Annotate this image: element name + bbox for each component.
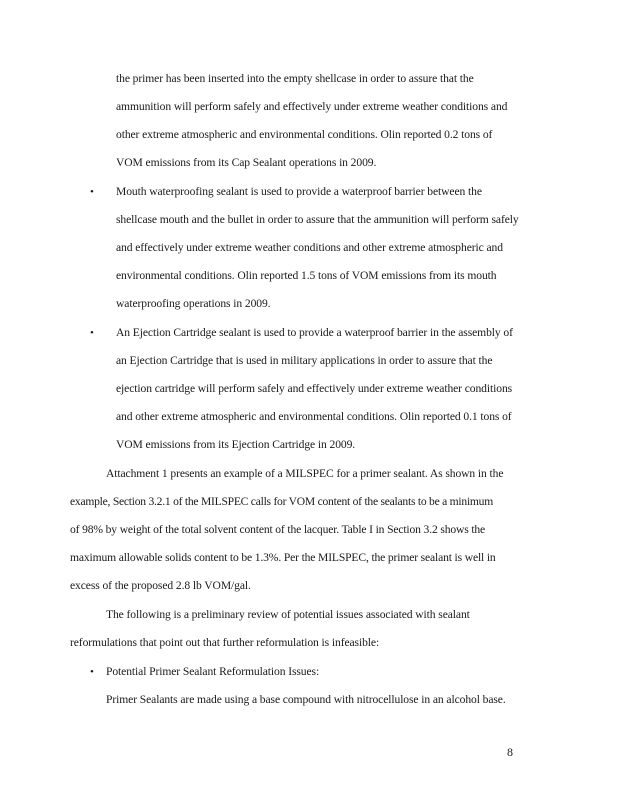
text-line: reformulations that point out that further reformulation is infeasible: bbox=[70, 636, 380, 649]
text-line: an Ejection Cartridge that is used in military applications in order to assure that the bbox=[116, 354, 493, 367]
text-line: excess of the proposed 2.8 lb VOM/gal. bbox=[70, 579, 251, 592]
text-line: and effectively under extreme weather conditions and other extreme atmospheric and bbox=[116, 241, 503, 254]
bullet-mouth-sealant: • bbox=[90, 186, 94, 198]
text-line: Potential Primer Sealant Reformulation Issues: bbox=[106, 665, 320, 678]
text-line: Attachment 1 presents an example of a MILSPEC for a primer sealant. As shown in the bbox=[106, 467, 504, 480]
text-line: VOM emissions from its Ejection Cartridge in 2009. bbox=[116, 438, 356, 451]
text-line: and other extreme atmospheric and environmental conditions. Olin reported 0.1 tons of bbox=[116, 410, 512, 423]
text-line: the primer has been inserted into the empty shellcase in order to assure that the bbox=[116, 72, 474, 85]
bullet-primer-issues: • bbox=[90, 666, 94, 678]
text-line: An Ejection Cartridge sealant is used to provide a waterproof barrier in the assembly of bbox=[116, 326, 513, 339]
bullet-ejection-sealant: • bbox=[90, 327, 94, 339]
text-line: maximum allowable solids content to be 1.3%. Per the MILSPEC, the primer sealant is well in bbox=[70, 551, 496, 564]
text-line: ammunition will perform safely and effectively under extreme weather conditions and bbox=[116, 100, 508, 113]
text-line: of 98% by weight of the total solvent content of the lacquer. Table I in Section 3.2 shows the bbox=[70, 523, 486, 536]
text-line: example, Section 3.2.1 of the MILSPEC calls for VOM content of the sealants to be a minimum bbox=[70, 495, 493, 508]
page-number: 8 bbox=[507, 745, 513, 759]
text-line: ejection cartridge will perform safely and effectively under extreme weather conditions bbox=[116, 382, 513, 395]
text-line: shellcase mouth and the bullet in order to assure that the ammunition will perform safely bbox=[116, 213, 519, 226]
text-line: Mouth waterproofing sealant is used to provide a waterproof barrier between the bbox=[116, 185, 482, 198]
text-line: environmental conditions. Olin reported 1.5 tons of VOM emissions from its mouth bbox=[116, 269, 497, 282]
text-line: VOM emissions from its Cap Sealant operations in 2009. bbox=[116, 156, 377, 169]
text-line: Primer Sealants are made using a base compound with nitrocellulose in an alcohol base. bbox=[106, 693, 506, 706]
text-line: other extreme atmospheric and environmental conditions. Olin reported 0.2 tons of bbox=[116, 128, 493, 141]
text-line: waterproofing operations in 2009. bbox=[116, 297, 271, 310]
text-line: The following is a preliminary review of potential issues associated with sealant bbox=[106, 608, 470, 621]
